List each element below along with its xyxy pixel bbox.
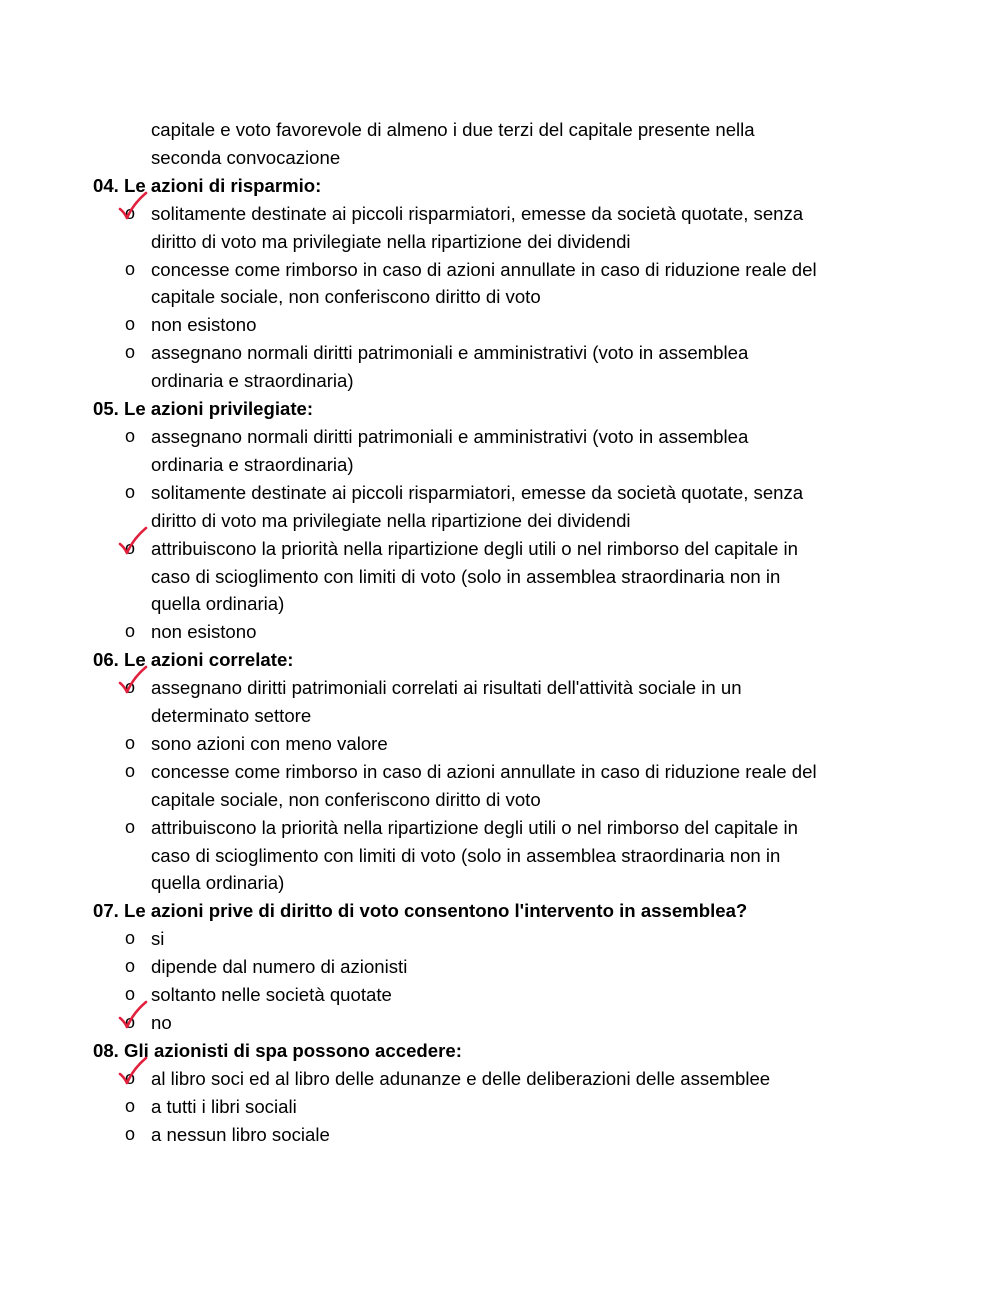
bullet-icon: o [124,1123,135,1144]
bullet-icon: o [124,1067,135,1088]
bullet-icon: o [124,481,135,502]
answer-option-correct [93,674,913,730]
question-list [93,172,913,1149]
answer-option [93,953,913,981]
option-text: assegnano normali diritti patrimoniali e amministrativi (voto in assemblea ordinaria e straordinaria) [151,342,749,392]
answer-option [93,814,913,898]
option-text: attribuiscono la priorità nella ripartizione degli utili o nel rimborso del capitale in caso di scioglimento con limiti di voto (solo in assemblea straordinaria non in quella ordinaria) [151,537,798,615]
question-block [93,172,913,395]
option-text: assegnano diritti patrimoniali correlati ai risultati dell'attività sociale in un determinato settore [151,677,742,727]
bullet-icon: o [124,816,135,837]
bullet-icon: o [124,1095,135,1116]
check-icon [118,666,148,696]
bullet-icon: o [124,314,135,335]
continued-option-text: capitale e voto favorevole di almeno i due terzi del capitale presente nella seconda convocazione [151,119,755,168]
check-icon [118,1001,148,1031]
option-text: dipende dal numero di azionisti [151,956,408,978]
check-icon [118,1057,148,1087]
answer-option [93,339,913,395]
question-block [93,646,913,897]
bullet-icon: o [124,984,135,1005]
answer-option [93,758,913,814]
question-title: 08. Gli azionisti di spa possono accedere: [93,1039,462,1061]
question-block [93,897,913,1037]
bullet-icon: o [124,760,135,781]
check-icon [118,192,148,222]
bullet-icon: o [124,425,135,446]
option-text: concesse come rimborso in caso di azioni annullate in caso di riduzione reale del capitale sociale, non conferiscono diritto di voto [151,760,817,810]
answer-option [93,311,913,339]
option-text: solitamente destinate ai piccoli risparmiatori, emesse da società quotate, senza diritto di voto ma privilegiate nella ripartizione dei dividendi [151,481,804,531]
bullet-icon: o [124,956,135,977]
option-text: al libro soci ed al libro delle adunanze e delle deliberazioni delle assemblee [151,1067,771,1089]
option-text: solitamente destinate ai piccoli risparmiatori, emesse da società quotate, senza diritto di voto ma privilegiate nella ripartizione dei dividendi [151,202,804,252]
option-text: a nessun libro sociale [151,1123,330,1145]
answer-option [93,1093,913,1121]
bullet-icon: o [124,342,135,363]
answer-option [93,618,913,646]
bullet-icon: o [124,1012,135,1032]
answer-option [93,423,913,479]
option-text: attribuiscono la priorità nella ripartizione degli utili o nel rimborso del capitale in caso di scioglimento con limiti di voto (solo in assemblea straordinaria non in quella ordinaria) [151,816,798,894]
option-text: assegnano normali diritti patrimoniali e amministrativi (voto in assemblea ordinaria e straordinaria) [151,425,749,475]
bullet-icon: o [124,928,135,949]
option-text: si [151,928,165,950]
bullet-icon: o [124,677,135,698]
option-text: a tutti i libri sociali [151,1095,297,1117]
answer-option [93,981,913,1009]
check-icon [118,527,148,557]
option-text: sono azioni con meno valore [151,732,388,754]
answer-option [93,256,913,312]
bullet-icon: o [124,258,135,279]
bullet-icon: o [124,732,135,753]
question-title: 07. Le azioni prive di diritto di voto consentono l'intervento in assemblea? [93,900,748,922]
option-text: no [151,1012,172,1033]
bullet-icon: o [124,621,135,642]
question-block [93,395,913,646]
answer-option [93,925,913,953]
bullet-icon: o [124,202,135,223]
answer-option-correct [93,1065,913,1093]
question-title: 04. Le azioni di risparmio: [93,174,322,196]
answer-option-correct [93,200,913,256]
option-text: concesse come rimborso in caso di azioni annullate in caso di riduzione reale del capitale sociale, non conferiscono diritto di voto [151,258,817,308]
question-title: 06. Le azioni correlate: [93,649,294,671]
question-block [93,1037,913,1149]
option-text: soltanto nelle società quotate [151,984,392,1006]
question-title: 05. Le azioni privilegiate: [93,398,314,420]
answer-option-correct [93,1009,913,1037]
option-text: non esistono [151,621,257,643]
answer-option [93,730,913,758]
option-text: non esistono [151,314,257,336]
bullet-icon: o [124,537,135,558]
answer-option [93,1121,913,1149]
answer-option-correct [93,535,913,619]
answer-option [93,479,913,535]
quiz-document [93,116,913,1149]
